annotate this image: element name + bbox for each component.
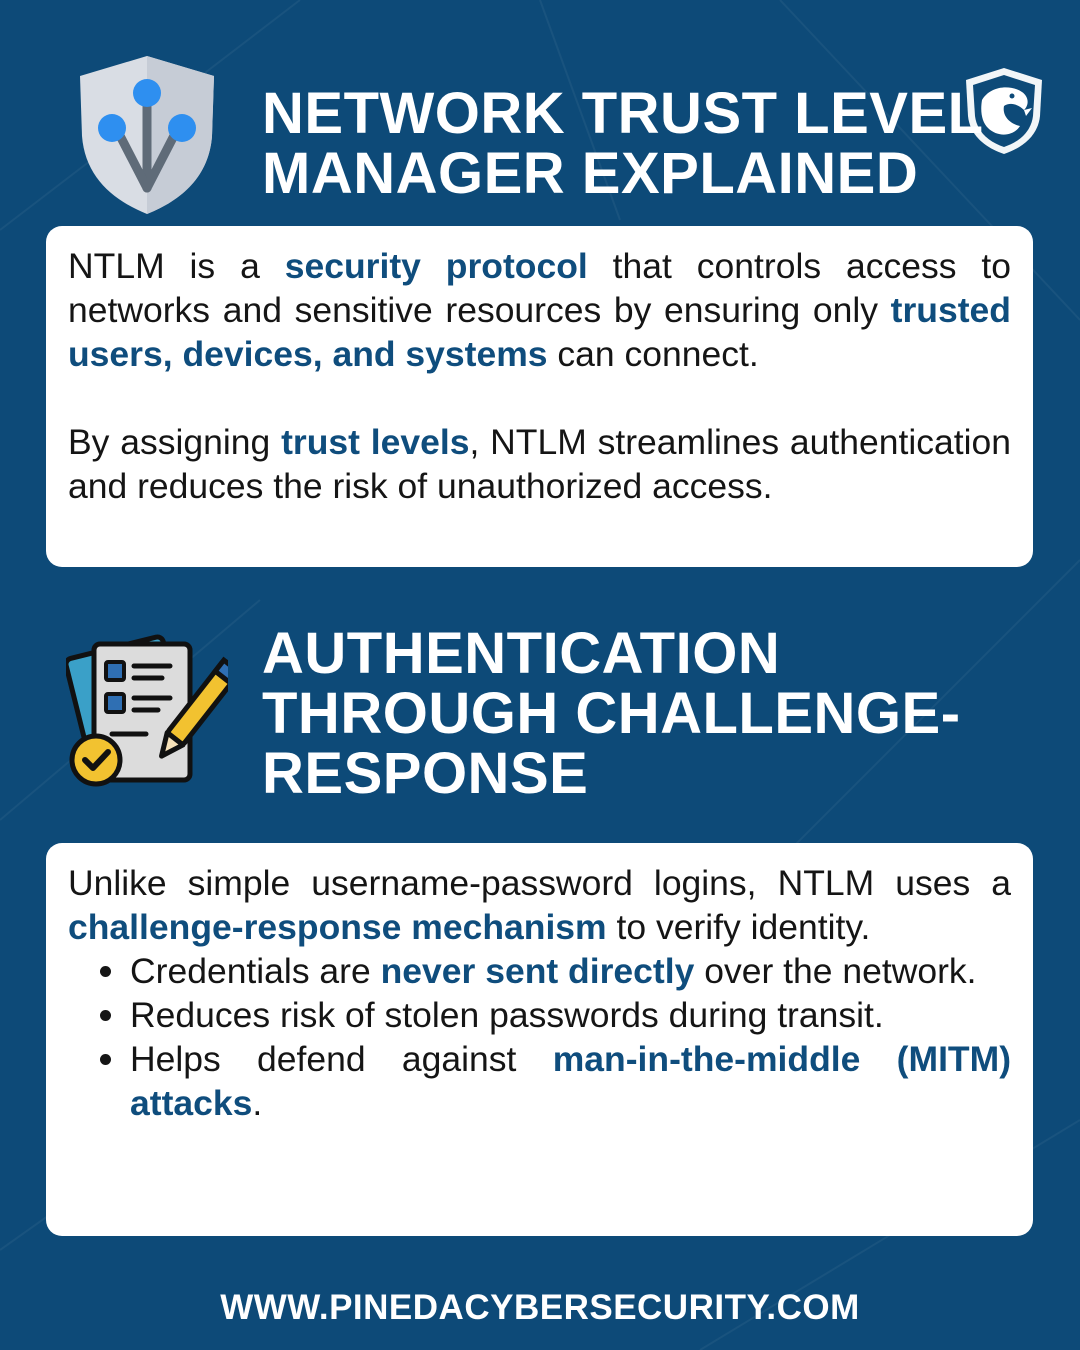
intro-card — [46, 226, 1033, 567]
intro-paragraph-2 — [68, 420, 1011, 508]
text: Credentials are — [130, 951, 381, 991]
benefits-list — [68, 949, 1011, 1125]
bullet-icon — [100, 966, 111, 977]
highlight-challenge-response: challenge-response mechanism — [68, 907, 607, 947]
bullet-icon — [100, 1010, 111, 1021]
checklist-pencil-icon — [66, 632, 228, 794]
text: Reduces risk of stolen passwords during transit. — [130, 995, 884, 1035]
highlight-trust-levels: trust levels — [281, 422, 470, 462]
list-item — [130, 993, 1011, 1037]
highlight-trusted-entities: trusted users, devices, and systems — [68, 290, 1011, 374]
text: over the network. — [694, 951, 977, 991]
text: . — [252, 1083, 263, 1123]
text: Helps defend against — [130, 1039, 553, 1079]
highlight-never-sent: never sent directly — [380, 951, 695, 991]
section1-heading-line-1: NETWORK TRUST LEVEL — [262, 81, 984, 146]
section2-heading — [262, 621, 961, 806]
section2-heading-line-1: AUTHENTICATION — [262, 621, 781, 686]
text: Unlike simple username-password logins, NTLM uses a — [68, 863, 1011, 903]
section1-heading — [262, 81, 984, 206]
intro-paragraph-1 — [68, 244, 1011, 376]
list-item — [130, 1037, 1011, 1125]
text: By assigning — [68, 422, 282, 462]
authentication-card — [46, 843, 1033, 1236]
text: , NTLM streamlines authentication and reduces the risk of unauthorized access. — [68, 422, 1011, 506]
list-item — [130, 949, 1011, 993]
text: NTLM is a — [68, 246, 285, 286]
text: can connect. — [547, 334, 759, 374]
highlight-mitm: man-in-the-middle (MITM) attacks — [130, 1039, 1012, 1123]
section2-heading-line-3: RESPONSE — [262, 741, 589, 806]
section2-heading-line-2: THROUGH CHALLENGE- — [262, 681, 961, 746]
text: that controls access to networks and sensitive resources by ensuring only — [68, 246, 1011, 330]
bullet-icon — [100, 1054, 111, 1065]
authentication-intro — [68, 861, 1011, 949]
highlight-security-protocol: security protocol — [284, 246, 588, 286]
section1-heading-line-2: MANAGER EXPLAINED — [262, 141, 919, 206]
website-url[interactable]: WWW.PINEDACYBERSECURITY.COM — [220, 1288, 860, 1327]
text: to verify identity. — [606, 907, 871, 947]
network-shield-icon — [74, 52, 220, 218]
